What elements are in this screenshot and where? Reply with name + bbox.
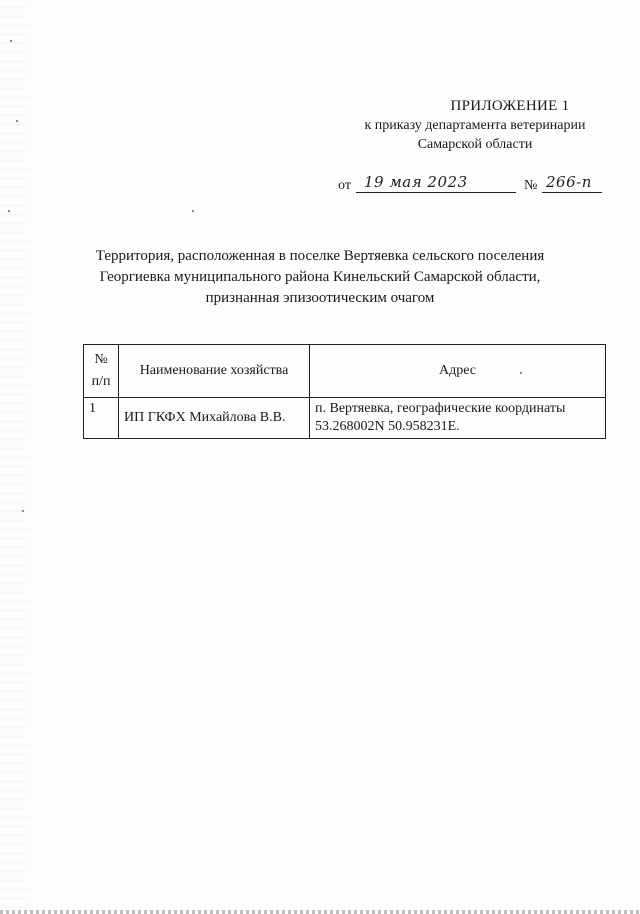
- table-header-row: [84, 345, 606, 398]
- scan-speck: [8, 210, 10, 212]
- table-row: [84, 398, 606, 439]
- order-reference: [338, 174, 608, 198]
- column-header-number-line-2: п/п: [91, 374, 111, 389]
- column-header-address: Адрес: [310, 345, 606, 398]
- cell-farm: ИП ГКФХ Михайлова В.В.: [119, 398, 310, 439]
- scan-speck: [192, 210, 194, 212]
- scan-edge-left: [0, 0, 28, 914]
- heading-line-2: Георгиевка муниципального района Кинельский Самарской области,: [99, 269, 541, 285]
- cell-number: 1: [84, 398, 119, 439]
- cell-address: п. Вертяевка, географические координаты 53.268002N 50.958231E.: [310, 398, 606, 439]
- column-header-farm: Наименование хозяйства: [119, 345, 310, 398]
- scan-speck: [10, 40, 12, 42]
- column-header-number-line-1: №: [94, 352, 108, 367]
- appendix-header: [330, 96, 620, 154]
- column-header-number: [84, 345, 119, 398]
- heading-line-3: признанная эпизоотическим очагом: [205, 290, 435, 306]
- outbreak-table: [83, 344, 606, 439]
- order-number-handwritten: 266-п: [546, 173, 592, 191]
- heading-line-1: Территория, расположенная в поселке Вертяевка сельского поселения: [95, 248, 545, 264]
- order-from-label: от: [338, 178, 351, 193]
- order-number-label: №: [524, 178, 538, 193]
- appendix-title: ПРИЛОЖЕНИЕ 1: [450, 98, 570, 114]
- order-date-handwritten: 19 мая 2023: [364, 173, 468, 191]
- scan-edge-bottom: [0, 910, 640, 914]
- scan-speck: [22, 510, 24, 512]
- document-heading: [90, 246, 550, 309]
- appendix-line-2: Самарской области: [417, 137, 533, 152]
- appendix-line-1: к приказу департамента ветеринарии: [364, 118, 586, 133]
- scan-speck: [16, 120, 18, 122]
